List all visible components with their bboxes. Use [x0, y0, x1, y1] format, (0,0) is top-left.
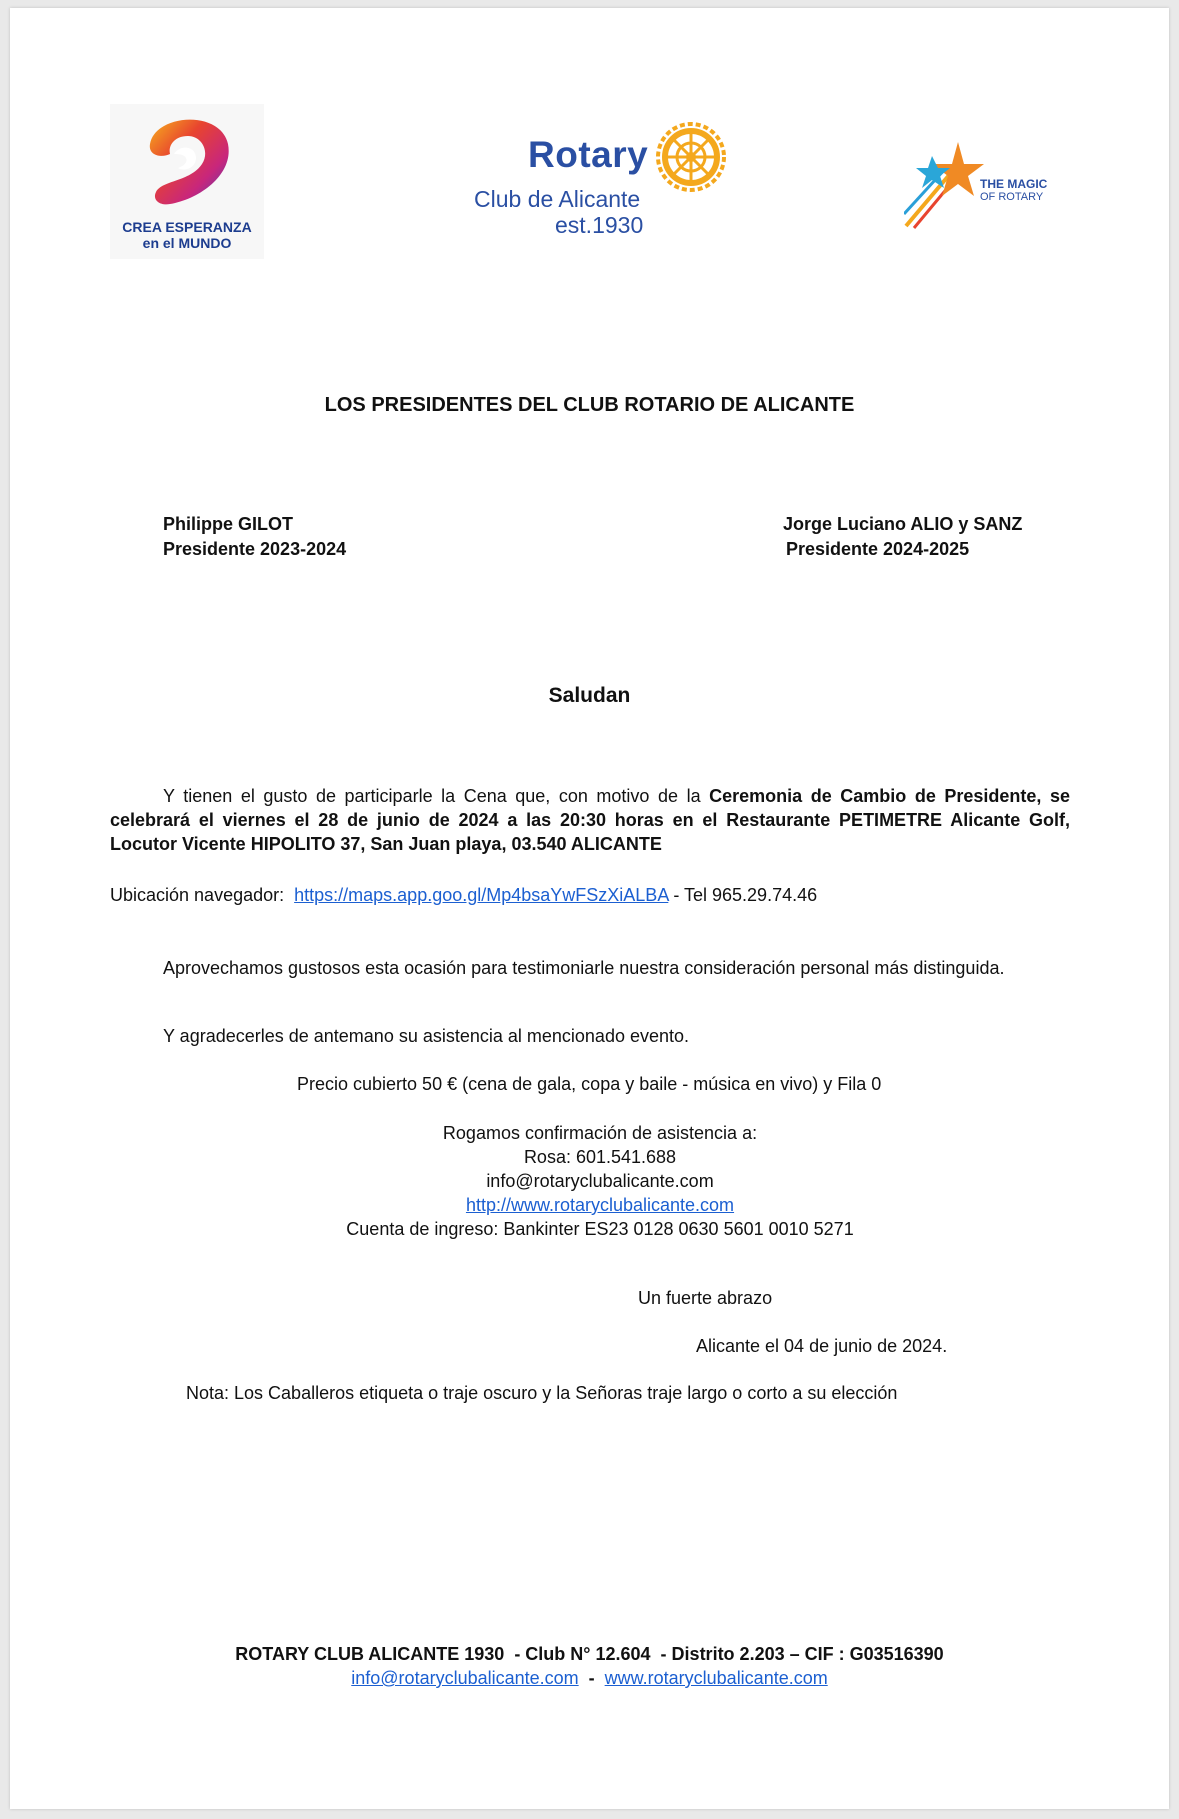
contact-email: info@rotaryclubalicante.com [486, 1171, 714, 1191]
invitation-paragraph [110, 784, 1070, 856]
confirmation-block [310, 1121, 890, 1241]
footer-website-link[interactable]: www.rotaryclubalicante.com [604, 1668, 828, 1688]
footer-club-info: ROTARY CLUB ALICANTE 1930 - Club N° 12.604 - Distrito 2.203 – CIF : G03516390 [235, 1644, 944, 1664]
document-title: LOS PRESIDENTES DEL CLUB ROTARIO DE ALICANTE [324, 394, 855, 416]
maps-link[interactable]: https://maps.app.goo.gl/Mp4bsaYwFSzXiALBA [294, 885, 669, 905]
rotary-established: est.1930 [555, 212, 644, 238]
president-name: Philippe GILOT [163, 514, 293, 534]
consideration-text: Aprovechamos gustosos esta ocasión para testimoniarle nuestra consideración personal más distinguida. [163, 958, 1005, 978]
magic-star-icon [904, 134, 984, 230]
magic-caption-line1: THE MAGIC [980, 177, 1048, 191]
president-outgoing [163, 512, 346, 562]
president-role: Presidente 2024-2025 [786, 539, 970, 559]
confirmation-heading: Rogamos confirmación de asistencia a: [442, 1123, 758, 1143]
logo-caption-line1: CREA ESPERANZA [122, 219, 252, 235]
invitation-event-details: Ceremonia de Cambio de Presidente, se celebrará el viernes el 28 de junio de 2024 a las 20:30 horas en el Restaurante PETIMETRE Alicante Golf, Locutor Vicente HIPOLITO 37, San Juan playa, 03.540 ALICANTE [110, 786, 1071, 854]
footer-separator: - [578, 1668, 605, 1688]
crea-esperanza-logo [110, 104, 264, 259]
document-page [10, 8, 1169, 1809]
phone-text: - Tel 965.29.74.46 [668, 885, 818, 905]
crea-esperanza-swirl-icon [110, 104, 264, 216]
website-link[interactable]: http://www.rotaryclubalicante.com [465, 1195, 735, 1215]
president-name: Jorge Luciano ALIO y SANZ [783, 514, 1023, 534]
magic-caption-line2: OF ROTARY [980, 191, 1044, 203]
contact-phone: Rosa: 601.541.688 [523, 1147, 677, 1167]
footer-email-link[interactable]: info@rotaryclubalicante.com [351, 1668, 579, 1688]
closing-line: Un fuerte abrazo [638, 1288, 773, 1308]
rotary-club-name: Club de Alicante [474, 186, 641, 212]
consideration-paragraph [110, 956, 1070, 980]
logo-caption-line2: en el MUNDO [142, 235, 232, 251]
greeting-heading: Saludan [548, 684, 631, 707]
location-line [110, 885, 817, 906]
rotary-wordmark: Rotary [528, 134, 649, 175]
thanks-line: Y agradecerles de antemano su asistencia al mencionado evento. [163, 1026, 690, 1046]
footer-links [10, 1668, 1169, 1689]
bank-account: Cuenta de ingreso: Bankinter ES23 0128 0630 5601 0010 5271 [346, 1219, 854, 1239]
location-label: Ubicación navegador: [110, 885, 295, 905]
price-line: Precio cubierto 50 € (cena de gala, copa y baile - música en vivo) y Fila 0 [297, 1074, 882, 1094]
invitation-text: Y tienen el gusto de participarle la Cena que, con motivo de la [163, 786, 710, 806]
date-line: Alicante el 04 de junio de 2024. [696, 1336, 948, 1356]
rotary-wheel-icon [654, 120, 728, 194]
president-role: Presidente 2023-2024 [163, 539, 347, 559]
president-incoming [783, 512, 1022, 562]
dress-code-note: Nota: Los Caballeros etiqueta o traje oscuro y la Señoras traje largo o corto a su elección [186, 1383, 898, 1403]
